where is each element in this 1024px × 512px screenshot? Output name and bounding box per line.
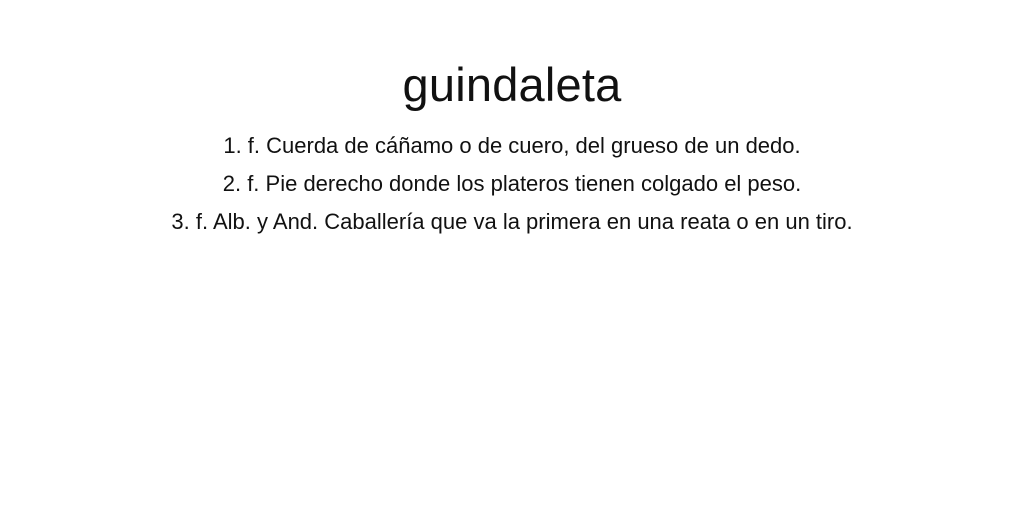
headword: guindaleta <box>402 58 622 111</box>
definition-3: 3. f. Alb. y And. Caballería que va la primera en una reata o en un tiro. <box>171 209 853 234</box>
definition-list <box>0 127 1024 241</box>
definition-1: 1. f. Cuerda de cáñamo o de cuero, del grueso de un dedo. <box>223 133 801 158</box>
definition-2: 2. f. Pie derecho donde los plateros tienen colgado el peso. <box>222 171 802 196</box>
